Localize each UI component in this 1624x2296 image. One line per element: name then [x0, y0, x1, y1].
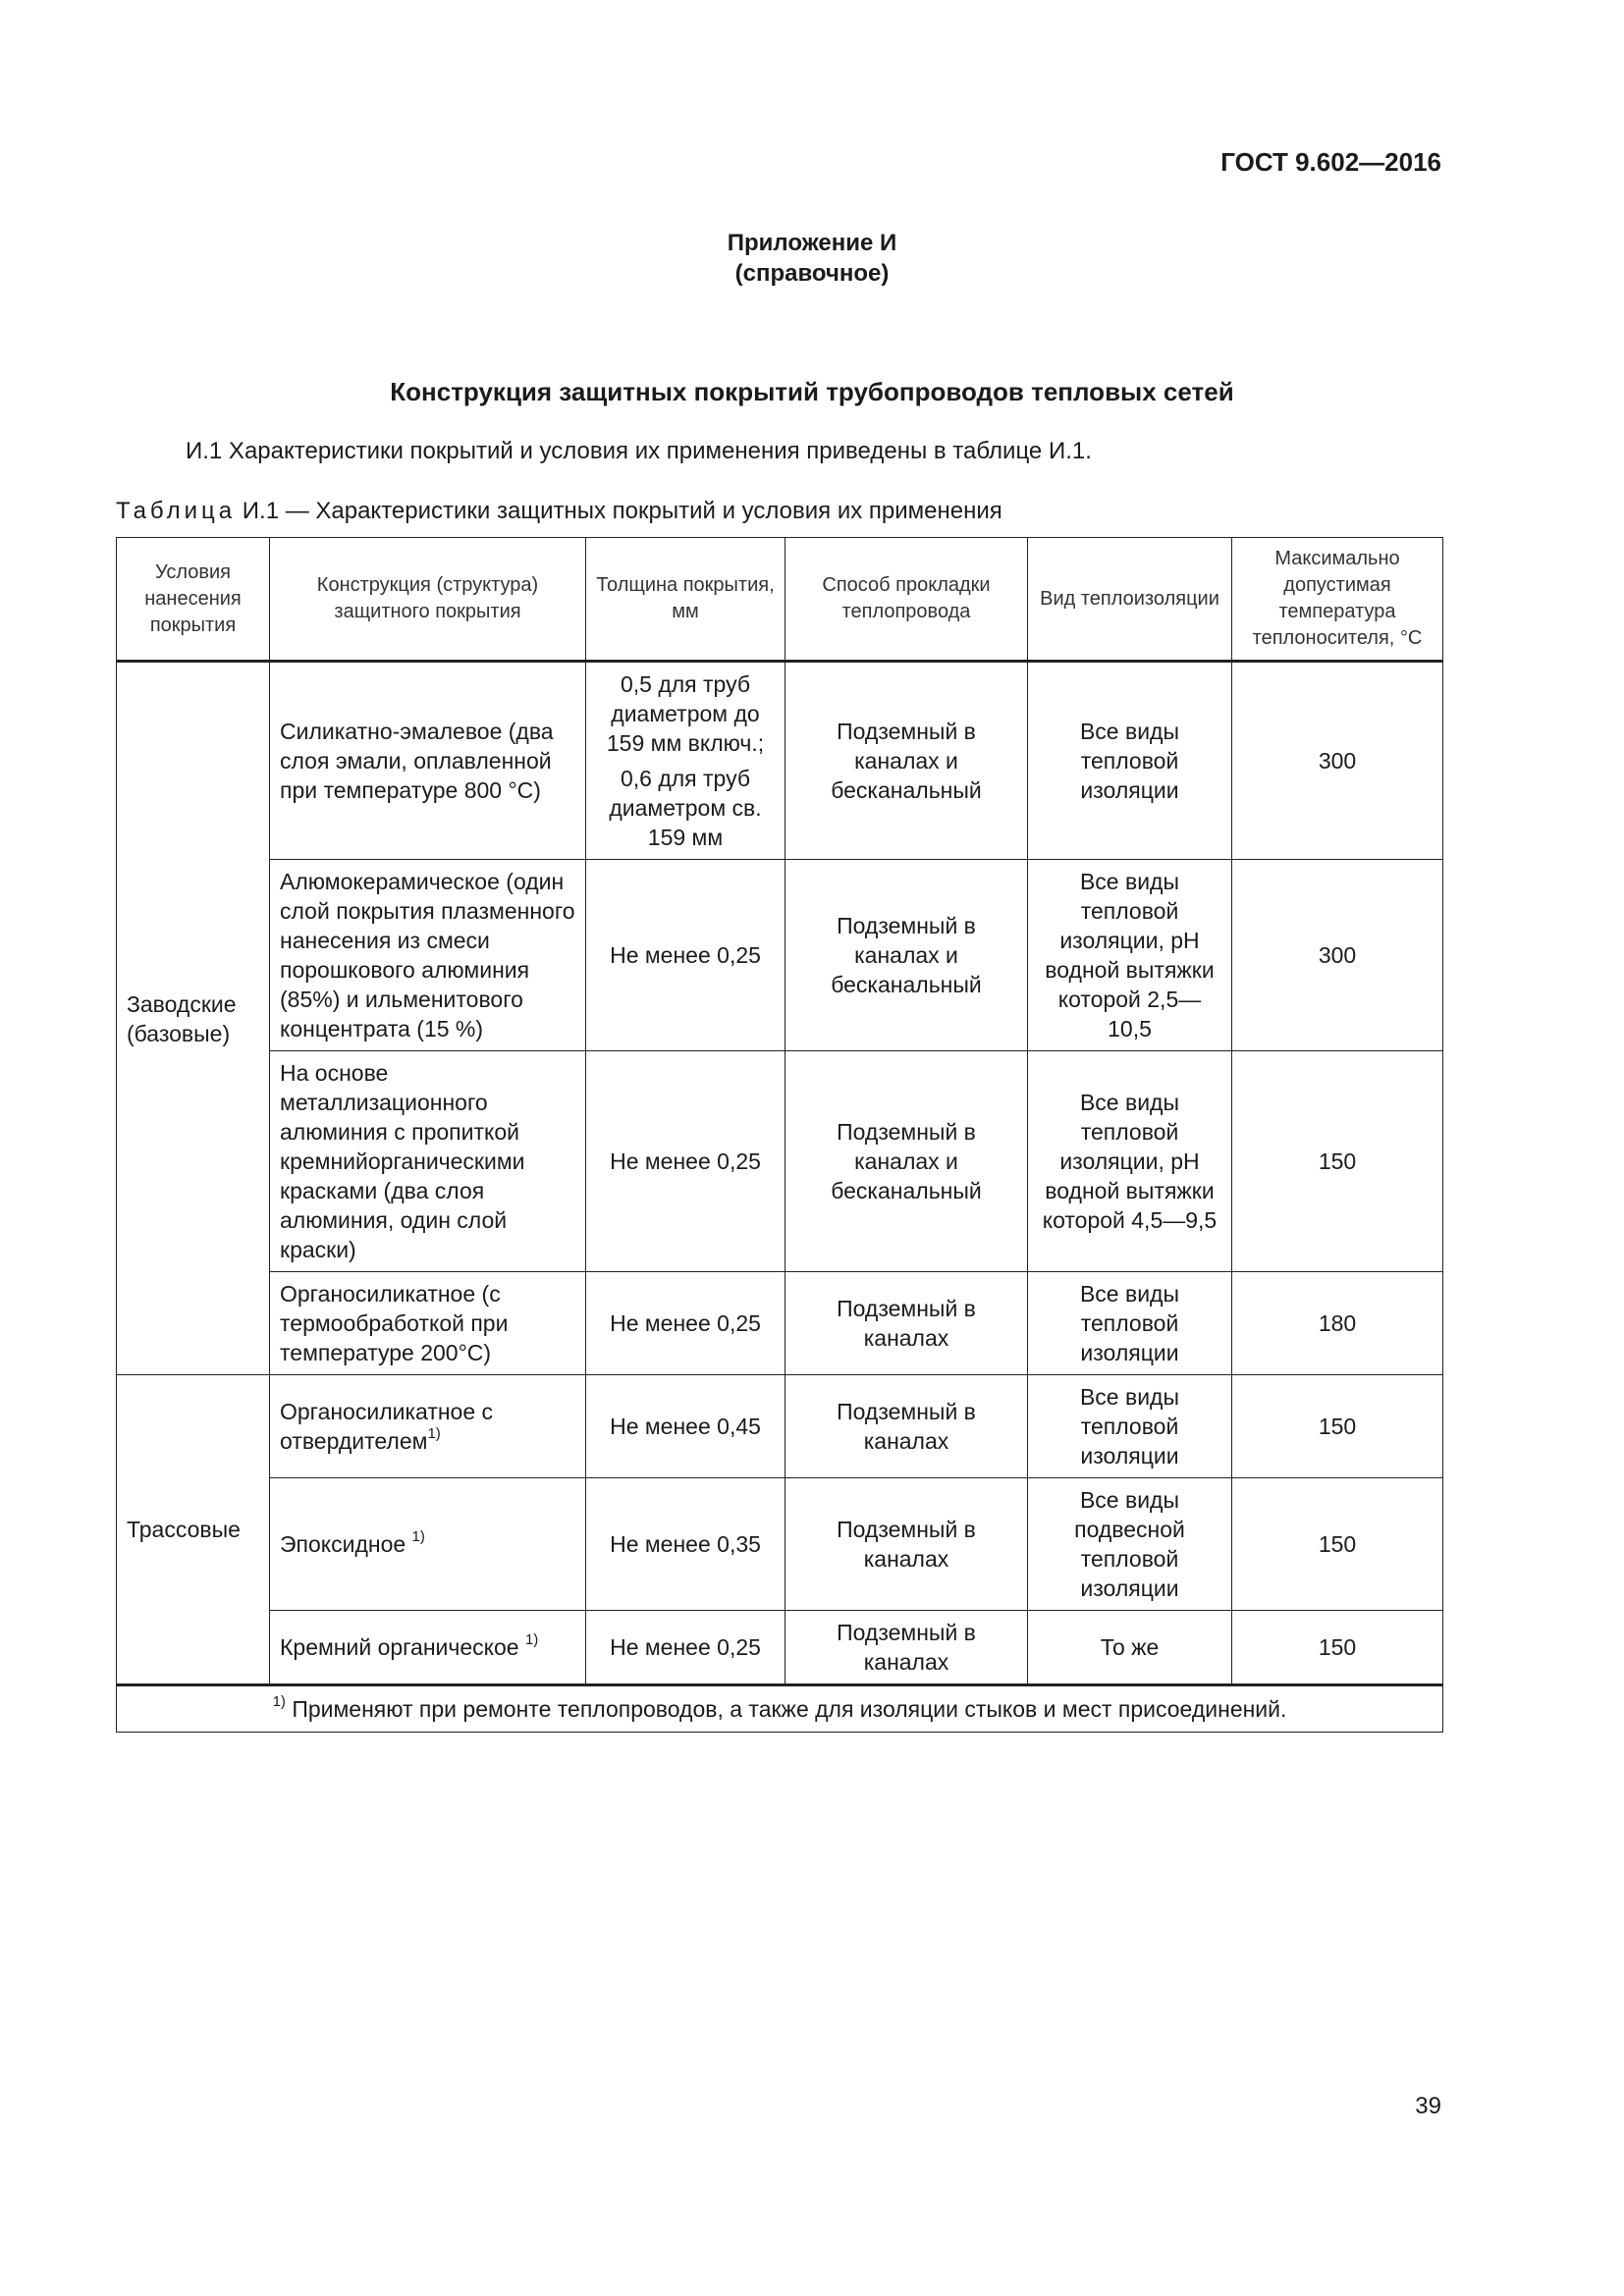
footnote-ref: 1)	[411, 1528, 425, 1546]
table-footnote	[117, 1685, 1443, 1733]
structure-text: Органосиликатное с отвердителем	[280, 1399, 494, 1454]
table-row	[117, 662, 1443, 860]
insulation-cell: Все виды тепловой изоляции	[1028, 662, 1232, 860]
table-caption	[116, 498, 1002, 525]
method-cell: Подземный в каналах	[785, 1272, 1028, 1375]
insulation-cell: Все виды тепловой изоляции, pH водной вытяжки которой 4,5—9,5	[1028, 1051, 1232, 1272]
footnote-text: Применяют при ремонте теплопроводов, а также для изоляции стыков и мест присоединений.	[292, 1696, 1287, 1722]
insulation-cell: То же	[1028, 1611, 1232, 1685]
section-title: Конструкция защитных покрытий трубопроводов тепловых сетей	[390, 377, 1234, 406]
structure-cell: На основе металлизационного алюминия с пропиткой кремнийорганическими красками (два слоя алюминия, один слой краски)	[270, 1051, 586, 1272]
table-caption-text: И.1 — Характеристики защитных покрытий и условия их применения	[242, 498, 1002, 524]
structure-cell: Органосиликатное (с термообработкой при температуре 200°С)	[270, 1272, 586, 1375]
table-footnote-row	[117, 1685, 1443, 1733]
thickness-cell: Не менее 0,25	[586, 1051, 785, 1272]
page-number: 39	[1415, 2093, 1441, 2119]
header-structure: Конструкция (структура) защитного покрытия	[270, 538, 586, 662]
thickness-line: 0,5 для труб диаметром до 159 мм включ.;	[606, 671, 765, 756]
method-cell: Подземный в каналах и бесканальный	[785, 860, 1028, 1051]
annex-kind: (справочное)	[734, 260, 890, 287]
insulation-cell: Все виды тепловой изоляции, pH водной вытяжки которой 2,5—10,5	[1028, 860, 1232, 1051]
thickness-cell: Не менее 0,25	[586, 1611, 785, 1685]
annex-title: Приложение И	[727, 230, 897, 256]
table-row	[117, 1611, 1443, 1685]
intro-paragraph: И.1 Характеристики покрытий и условия их применения приведены в таблице И.1.	[186, 438, 1092, 464]
temperature-cell: 150	[1232, 1611, 1443, 1685]
temperature-cell: 150	[1232, 1478, 1443, 1611]
header-thickness: Толщина покрытия, мм	[586, 538, 785, 662]
thickness-line: 0,6 для труб диаметром св. 159 мм	[609, 766, 762, 850]
condition-cell: Трассовые	[117, 1375, 270, 1685]
structure-cell	[270, 1611, 586, 1685]
footnote-ref: 1)	[427, 1425, 441, 1443]
table-row	[117, 860, 1443, 1051]
standard-number: ГОСТ 9.602—2016	[1220, 147, 1441, 177]
footnote-mark: 1)	[272, 1693, 286, 1711]
table-row	[117, 1478, 1443, 1611]
structure-cell: Алюмокерамическое (один слой покрытия плазменного нанесения из смеси порошкового алюминия (85%) и ильменитового концентрата (15 %)	[270, 860, 586, 1051]
structure-text: Кремний органическое	[280, 1634, 519, 1660]
header-method: Способ прокладки теплопровода	[785, 538, 1028, 662]
insulation-cell: Все виды тепловой изоляции	[1028, 1375, 1232, 1478]
method-cell: Подземный в каналах	[785, 1375, 1028, 1478]
thickness-cell: Не менее 0,45	[586, 1375, 785, 1478]
table-row	[117, 1375, 1443, 1478]
table-header-row	[117, 538, 1443, 662]
method-cell: Подземный в каналах и бесканальный	[785, 662, 1028, 860]
structure-cell: Силикатно-эмалевое (два слоя эмали, оплавленной при температуре 800 °С)	[270, 662, 586, 860]
insulation-cell: Все виды подвесной тепловой изоляции	[1028, 1478, 1232, 1611]
method-cell: Подземный в каналах и бесканальный	[785, 1051, 1028, 1272]
thickness-cell: Не менее 0,25	[586, 860, 785, 1051]
method-cell: Подземный в каналах	[785, 1478, 1028, 1611]
insulation-cell: Все виды тепловой изоляции	[1028, 1272, 1232, 1375]
temperature-cell: 300	[1232, 662, 1443, 860]
header-insulation: Вид теплоизоляции	[1028, 538, 1232, 662]
footnote-ref: 1)	[524, 1631, 539, 1649]
thickness-cell: Не менее 0,35	[586, 1478, 785, 1611]
thickness-cell	[586, 662, 785, 860]
method-cell: Подземный в каналах	[785, 1611, 1028, 1685]
thickness-cell: Не менее 0,25	[586, 1272, 785, 1375]
condition-cell: Заводские (базовые)	[117, 662, 270, 1375]
header-condition: Условия нанесения покрытия	[117, 538, 270, 662]
temperature-cell: 180	[1232, 1272, 1443, 1375]
header-temperature: Максимально допустимая температура теплоносителя, °С	[1232, 538, 1443, 662]
table-row	[117, 1051, 1443, 1272]
temperature-cell: 150	[1232, 1051, 1443, 1272]
structure-cell	[270, 1478, 586, 1611]
temperature-cell: 300	[1232, 860, 1443, 1051]
table-row	[117, 1272, 1443, 1375]
table-caption-prefix: Таблица	[116, 498, 237, 524]
structure-cell	[270, 1375, 586, 1478]
structure-text: Эпоксидное	[280, 1531, 406, 1557]
coatings-table	[116, 537, 1443, 1733]
temperature-cell: 150	[1232, 1375, 1443, 1478]
